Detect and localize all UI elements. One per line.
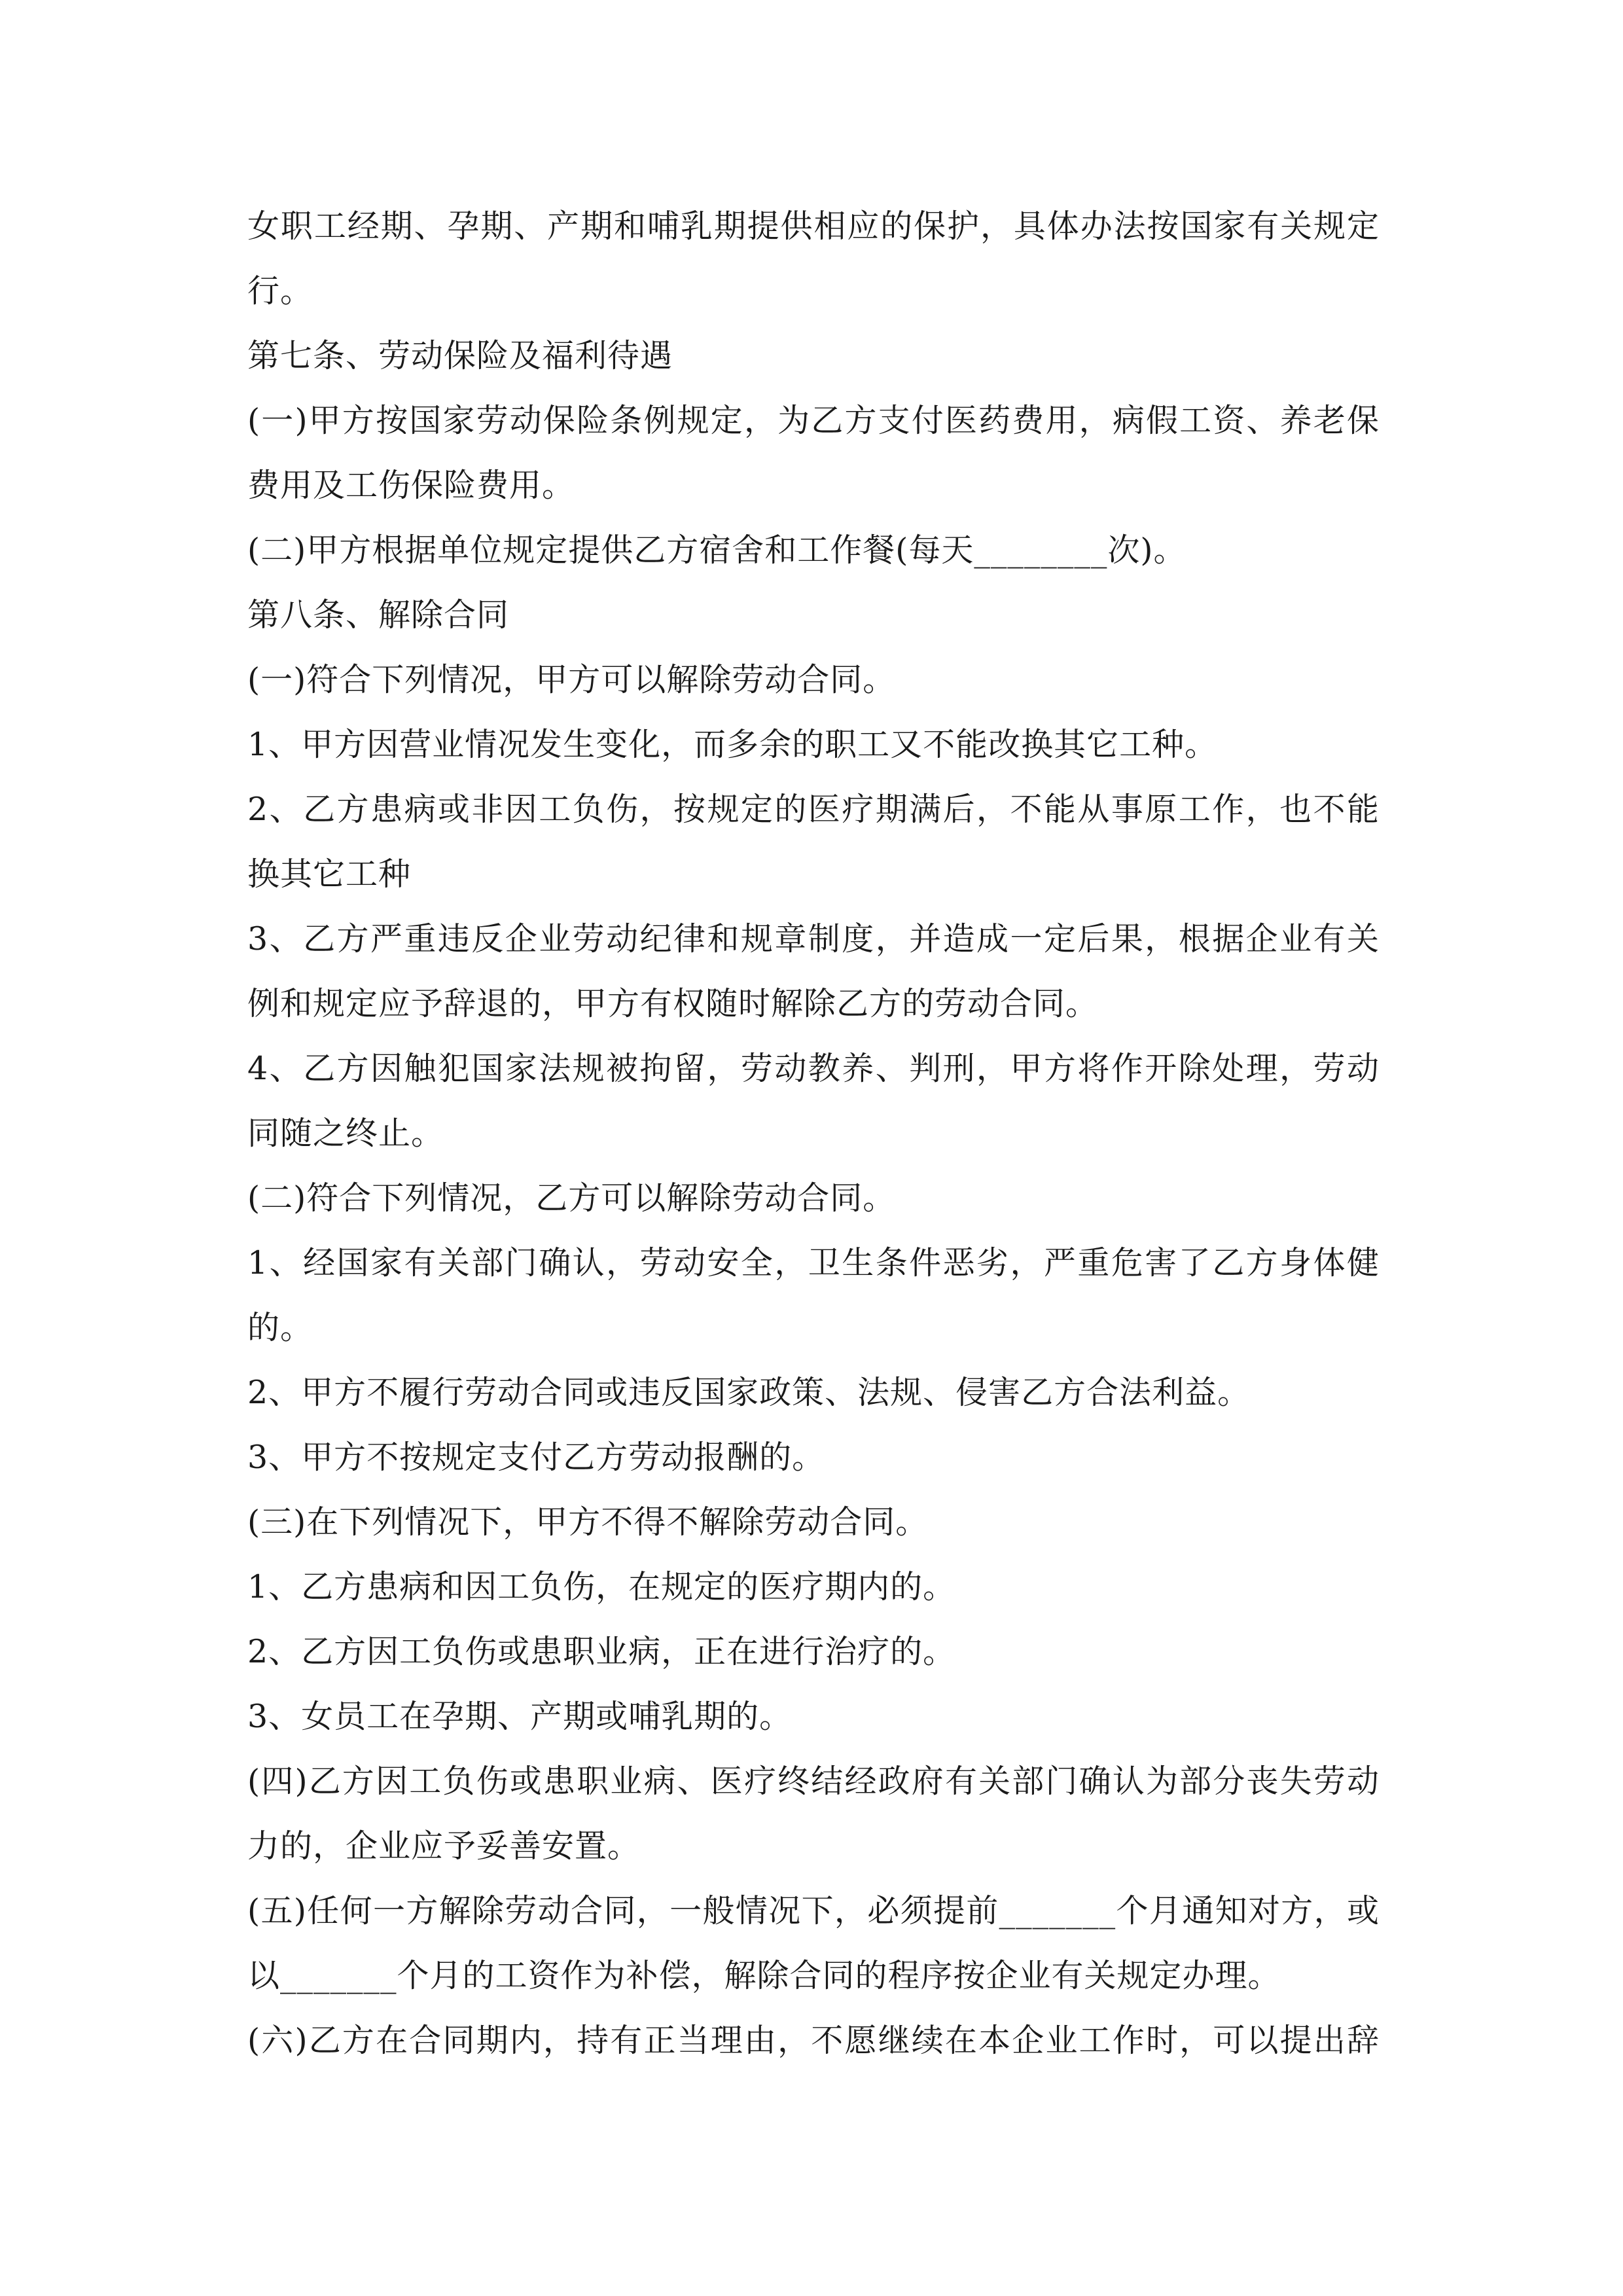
paragraph-line: 2、乙方患病或非因工负伤，按规定的医疗期满后，不能从事原工作，也不能 xyxy=(247,791,1380,828)
section-heading: 第七条、劳动保险及福利待遇 xyxy=(247,337,673,374)
paragraph-line: (五)任何一方解除劳动合同，一般情况下，必须提前_______个月通知对方，或 xyxy=(247,1892,1380,1929)
paragraph-line: 1、经国家有关部门确认，劳动安全，卫生条件恶劣，严重危害了乙方身体健 xyxy=(247,1244,1380,1282)
paragraph-line: 女职工经期、孕期、产期和哺乳期提供相应的保护，具体办法按国家有关规定 xyxy=(247,207,1380,245)
paragraph-line: 1、甲方因营业情况发生变化，而多余的职工又不能改换其它工种。 xyxy=(247,726,1218,763)
paragraph-line: 2、甲方不履行劳动合同或违反国家政策、法规、侵害乙方合法利益。 xyxy=(247,1374,1251,1411)
paragraph-line: 行。 xyxy=(247,272,313,310)
paragraph-line: 3、乙方严重违反企业劳动纪律和规章制度，并造成一定后果，根据企业有关 xyxy=(247,920,1380,958)
paragraph-line: 费用及工伤保险费用。 xyxy=(247,467,575,504)
paragraph-line: 以_______个月的工资作为补偿，解除合同的程序按企业有关规定办理。 xyxy=(247,1957,1281,1994)
paragraph-line: 的。 xyxy=(247,1309,313,1346)
paragraph-line: (二)甲方根据单位规定提供乙方宿舍和工作餐(每天________次)。 xyxy=(247,531,1186,569)
paragraph-line: 3、甲方不按规定支付乙方劳动报酬的。 xyxy=(247,1439,825,1476)
paragraph-line: 例和规定应予辞退的，甲方有权随时解除乙方的劳动合同。 xyxy=(247,985,1099,1022)
paragraph-line: (一)符合下列情况，甲方可以解除劳动合同。 xyxy=(247,661,896,698)
paragraph-line: 换其它工种 xyxy=(247,855,412,893)
paragraph-line: 1、乙方患病和因工负伤，在规定的医疗期内的。 xyxy=(247,1568,956,1605)
contract-body-text xyxy=(247,194,1380,2073)
paragraph-line: (六)乙方在合同期内，持有正当理由，不愿继续在本企业工作时，可以提出辞 xyxy=(247,2022,1380,2059)
section-heading: 第八条、解除合同 xyxy=(247,596,510,634)
paragraph-line: 2、乙方因工负伤或患职业病，正在进行治疗的。 xyxy=(247,1633,956,1670)
paragraph-line: 力的，企业应予妥善安置。 xyxy=(247,1827,641,1865)
paragraph-line: 4、乙方因触犯国家法规被拘留，劳动教养、判刑，甲方将作开除处理，劳动 xyxy=(247,1050,1380,1087)
paragraph-line: 同随之终止。 xyxy=(247,1115,444,1152)
paragraph-line: (三)在下列情况下，甲方不得不解除劳动合同。 xyxy=(247,1503,929,1541)
paragraph-line: (四)乙方因工负伤或患职业病、医疗终结经政府有关部门确认为部分丧失劳动 xyxy=(247,1763,1380,1800)
paragraph-line: (一)甲方按国家劳动保险条例规定，为乙方支付医药费用，病假工资、养老保 xyxy=(247,402,1380,439)
paragraph-line: (二)符合下列情况，乙方可以解除劳动合同。 xyxy=(247,1179,896,1217)
paragraph-line: 3、女员工在孕期、产期或哺乳期的。 xyxy=(247,1698,793,1735)
